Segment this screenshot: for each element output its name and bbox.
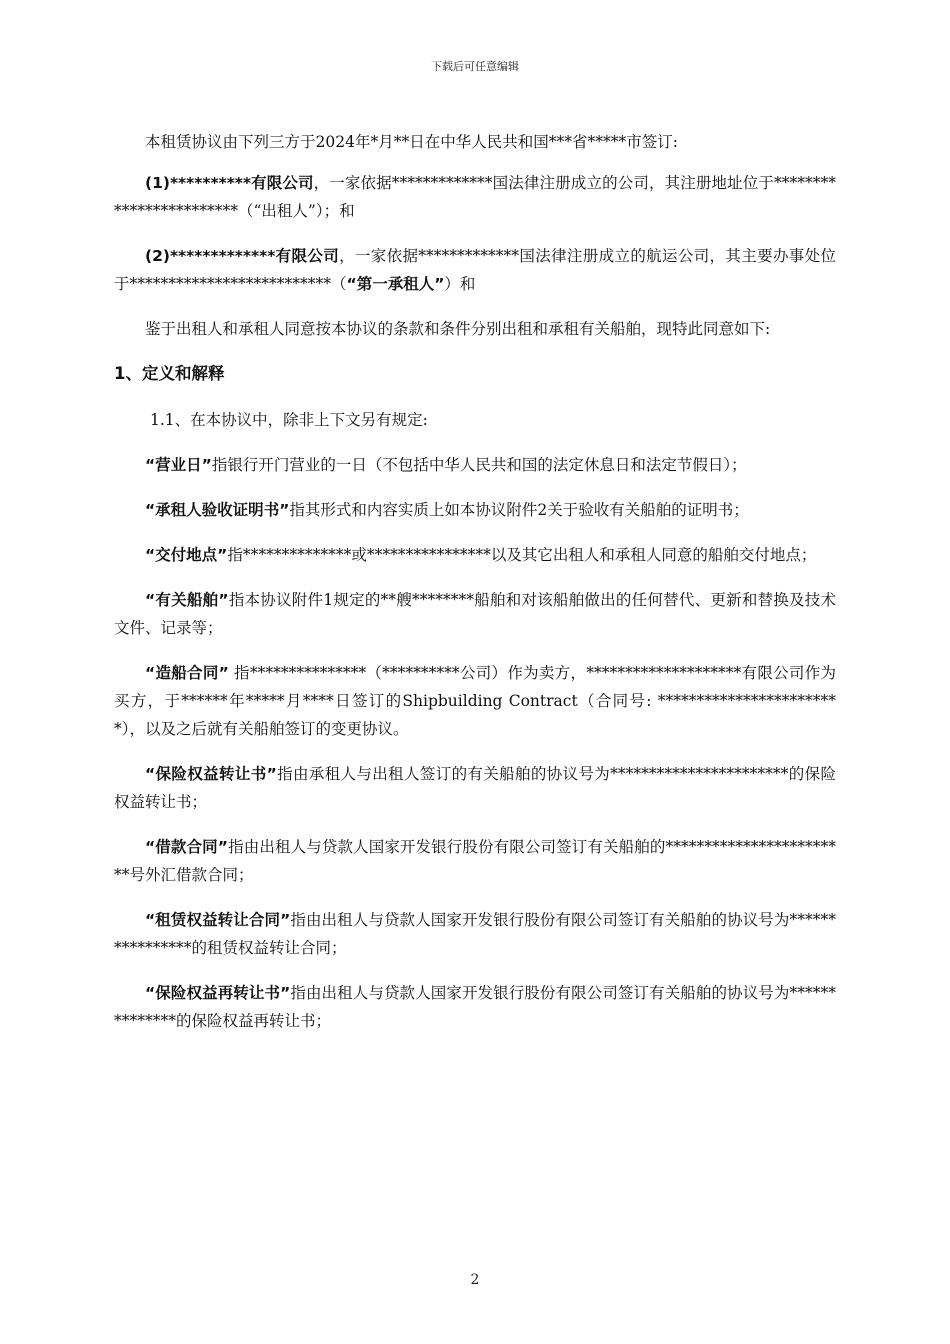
page-header: 下载后可任意编辑	[431, 60, 519, 73]
intro-paragraph: 本租赁协议由下列三方于2024年*月**日在中华人民共和国***省*****市签订:	[145, 133, 678, 151]
definition-item	[114, 659, 836, 743]
party-2-text-b: ）和	[444, 275, 476, 293]
party-2-text-a: ，一家依据*************国法律注册成立的航运公司，其主要办事处位于**************************（	[114, 247, 836, 293]
definition-term: “有关船舶”	[145, 591, 229, 609]
party-2-paragraph	[114, 242, 836, 298]
definition-term: “借款合同”	[145, 838, 228, 856]
definition-item	[114, 760, 836, 816]
clause-1-1: 1.1、在本协议中，除非上下文另有规定:	[150, 411, 428, 429]
recital-paragraph: 鉴于出租人和承租人同意按本协议的条款和条件分别出租和承租有关船舶，现特此同意如下:	[145, 320, 771, 338]
definition-text: 指由出租人与贷款人国家开发银行股份有限公司签订有关船舶的协议号为**************的保险权益再转让书；	[114, 984, 836, 1030]
party-1-text: ，一家依据*************国法律注册成立的公司，其注册地址位于************************（“出租人”）；和	[114, 174, 836, 220]
definition-text: 指银行开门营业的一日（不包括中华人民共和国的法定休息日和法定节假日）；	[211, 456, 747, 474]
definition-term: “租赁权益转让合同”	[145, 911, 291, 929]
definition-text: 指由承租人与出租人签订的有关船舶的协议号为***********************的保险权益转让书；	[114, 765, 836, 811]
definition-term: “造船合同”	[145, 664, 229, 682]
definition-text: 指由出租人与贷款人国家开发银行股份有限公司签订有关船舶的协议号为****************的租赁权益转让合同；	[114, 911, 836, 957]
definition-term: “交付地点”	[145, 546, 228, 564]
party-2-label: (2)*************有限公司	[145, 247, 340, 265]
page-number: 2	[470, 1272, 480, 1288]
definition-term: “承租人验收证明书”	[145, 501, 290, 519]
document-body	[114, 128, 836, 1052]
party-1-paragraph	[114, 169, 836, 225]
party-2-term: “第一承租人”	[346, 275, 445, 293]
party-1-label: (1)**********有限公司	[145, 174, 314, 192]
definition-term: “保险权益转让书”	[145, 765, 277, 783]
section-heading: 1、定义和解释	[114, 364, 225, 383]
definition-item	[114, 833, 836, 889]
definition-item	[114, 451, 836, 479]
definition-text: 指由出租人与贷款人国家开发银行股份有限公司签订有关船舶的************************号外汇借款合同；	[114, 838, 836, 884]
definition-term: “保险权益再转让书”	[145, 984, 291, 1002]
definition-text: 指其形式和内容实质上如本协议附件2关于验收有关船舶的证明书；	[289, 501, 749, 519]
definition-item	[114, 496, 836, 524]
definition-item	[114, 979, 836, 1035]
definition-item	[114, 541, 836, 569]
definition-text: 指本协议附件1规定的**艘********船舶和对该船舶做出的任何替代、更新和替换及技术文件、记录等；	[114, 591, 837, 637]
definition-term: “营业日”	[145, 456, 212, 474]
definition-item	[114, 906, 836, 962]
definition-text: 指***************（**********公司）作为卖方，********************有限公司作为买方，于******年*****月****日签订的Shipbuilding Contract（合同号: ************************），以及之后就有关船舶签订的变更协议。	[114, 664, 836, 738]
definition-text: 指**************或****************以及其它出租人和承租人同意的船舶交付地点；	[227, 546, 817, 564]
definition-item	[114, 586, 836, 642]
